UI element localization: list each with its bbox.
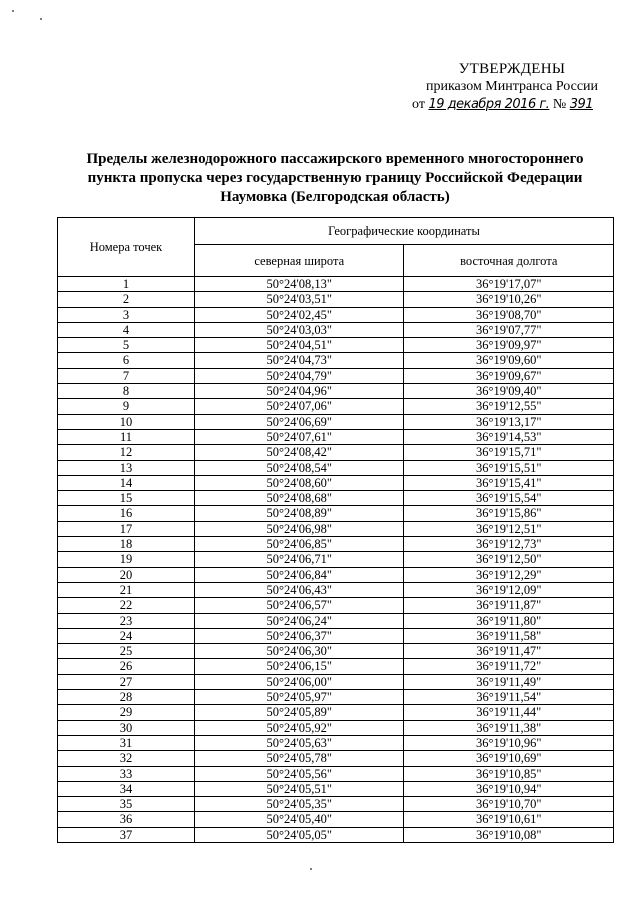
latitude-cell: 50°24'08,60": [194, 475, 404, 490]
latitude-cell: 50°24'04,51": [194, 338, 404, 353]
number-label: №: [552, 97, 567, 112]
latitude-cell: 50°24'04,96": [194, 384, 404, 399]
table-row: [58, 766, 614, 781]
table-row: [58, 598, 614, 613]
latitude-cell: 50°24'08,68": [194, 491, 404, 506]
table-row: [58, 751, 614, 766]
scan-speck: [12, 10, 14, 12]
longitude-cell: 36°19'11,54": [404, 690, 614, 705]
approved-label: УТВЕРЖДЕНЫ: [458, 61, 566, 77]
longitude-cell: 36°19'11,44": [404, 705, 614, 720]
table-row: [58, 582, 614, 597]
longitude-cell: 36°19'10,96": [404, 735, 614, 750]
table-row: [58, 292, 614, 307]
header-longitude: восточная долгота: [404, 245, 614, 277]
point-number: 11: [58, 429, 195, 444]
point-number: 14: [58, 475, 195, 490]
point-number: 22: [58, 598, 195, 613]
point-number: 28: [58, 690, 195, 705]
table-row: [58, 537, 614, 552]
table-row: [58, 307, 614, 322]
longitude-cell: 36°19'15,51": [404, 460, 614, 475]
longitude-cell: 36°19'12,29": [404, 567, 614, 582]
handwritten-number: 391: [569, 97, 594, 112]
point-number: 1: [58, 277, 195, 292]
longitude-cell: 36°19'10,85": [404, 766, 614, 781]
latitude-cell: 50°24'05,97": [194, 690, 404, 705]
latitude-cell: 50°24'06,85": [194, 537, 404, 552]
longitude-cell: 36°19'11,72": [404, 659, 614, 674]
table-row: [58, 720, 614, 735]
longitude-cell: 36°19'10,61": [404, 812, 614, 827]
longitude-cell: 36°19'15,86": [404, 506, 614, 521]
point-number: 10: [58, 414, 195, 429]
latitude-cell: 50°24'06,30": [194, 644, 404, 659]
point-number: 18: [58, 537, 195, 552]
longitude-cell: 36°19'11,49": [404, 674, 614, 689]
table-row: [58, 690, 614, 705]
point-number: 23: [58, 613, 195, 628]
date-prefix: от: [412, 97, 425, 112]
latitude-cell: 50°24'05,63": [194, 735, 404, 750]
point-number: 37: [58, 827, 195, 842]
latitude-cell: 50°24'05,56": [194, 766, 404, 781]
longitude-cell: 36°19'12,51": [404, 521, 614, 536]
table-row: [58, 552, 614, 567]
latitude-cell: 50°24'06,69": [194, 414, 404, 429]
latitude-cell: 50°24'05,51": [194, 781, 404, 796]
point-number: 29: [58, 705, 195, 720]
document-title: Пределы железнодорожного пассажирского временного многостороннего пункта пропуска через государственную границу Российской Федерации Наумовка (Белгородская область): [86, 151, 584, 205]
longitude-cell: 36°19'11,80": [404, 613, 614, 628]
latitude-cell: 50°24'05,35": [194, 797, 404, 812]
longitude-cell: 36°19'12,55": [404, 399, 614, 414]
longitude-cell: 36°19'07,77": [404, 322, 614, 337]
latitude-cell: 50°24'06,84": [194, 567, 404, 582]
table-row: [58, 429, 614, 444]
point-number: 27: [58, 674, 195, 689]
latitude-cell: 50°24'08,89": [194, 506, 404, 521]
table-row: [58, 521, 614, 536]
longitude-cell: 36°19'11,38": [404, 720, 614, 735]
table-row: [58, 491, 614, 506]
point-number: 4: [58, 322, 195, 337]
table-body: [58, 277, 614, 843]
table-row: [58, 353, 614, 368]
point-number: 32: [58, 751, 195, 766]
point-number: 31: [58, 735, 195, 750]
longitude-cell: 36°19'15,71": [404, 445, 614, 460]
table-row: [58, 460, 614, 475]
table-row: [58, 735, 614, 750]
point-number: 16: [58, 506, 195, 521]
longitude-cell: 36°19'12,09": [404, 582, 614, 597]
point-number: 20: [58, 567, 195, 582]
latitude-cell: 50°24'06,98": [194, 521, 404, 536]
table-row: [58, 338, 614, 353]
table-row: [58, 399, 614, 414]
longitude-cell: 36°19'13,17": [404, 414, 614, 429]
point-number: 8: [58, 384, 195, 399]
table-row: [58, 445, 614, 460]
latitude-cell: 50°24'06,24": [194, 613, 404, 628]
longitude-cell: 36°19'15,41": [404, 475, 614, 490]
latitude-cell: 50°24'03,51": [194, 292, 404, 307]
table-row: [58, 797, 614, 812]
table-row: [58, 659, 614, 674]
point-number: 12: [58, 445, 195, 460]
point-number: 24: [58, 628, 195, 643]
latitude-cell: 50°24'02,45": [194, 307, 404, 322]
table-row: [58, 705, 614, 720]
longitude-cell: 36°19'09,40": [404, 384, 614, 399]
longitude-cell: 36°19'12,73": [404, 537, 614, 552]
latitude-cell: 50°24'05,89": [194, 705, 404, 720]
table-row: [58, 781, 614, 796]
point-number: 34: [58, 781, 195, 796]
latitude-cell: 50°24'05,78": [194, 751, 404, 766]
longitude-cell: 36°19'14,53": [404, 429, 614, 444]
table-row: [58, 322, 614, 337]
longitude-cell: 36°19'11,87": [404, 598, 614, 613]
point-number: 9: [58, 399, 195, 414]
point-number: 35: [58, 797, 195, 812]
approval-block: [412, 60, 612, 114]
latitude-cell: 50°24'07,06": [194, 399, 404, 414]
latitude-cell: 50°24'06,37": [194, 628, 404, 643]
latitude-cell: 50°24'06,71": [194, 552, 404, 567]
longitude-cell: 36°19'17,07": [404, 277, 614, 292]
latitude-cell: 50°24'05,40": [194, 812, 404, 827]
latitude-cell: 50°24'07,61": [194, 429, 404, 444]
table-row: [58, 506, 614, 521]
point-number: 3: [58, 307, 195, 322]
order-date-line: [412, 96, 612, 114]
point-number: 13: [58, 460, 195, 475]
handwritten-date: 19 декабря 2016 г.: [428, 97, 550, 112]
scan-speck: [310, 868, 312, 870]
longitude-cell: 36°19'10,69": [404, 751, 614, 766]
point-number: 25: [58, 644, 195, 659]
point-number: 36: [58, 812, 195, 827]
latitude-cell: 50°24'05,92": [194, 720, 404, 735]
coordinates-table: [57, 217, 614, 843]
table-row: [58, 628, 614, 643]
latitude-cell: 50°24'08,54": [194, 460, 404, 475]
header-geo-coordinates: Географические координаты: [194, 218, 613, 245]
longitude-cell: 36°19'15,54": [404, 491, 614, 506]
point-number: 26: [58, 659, 195, 674]
latitude-cell: 50°24'06,57": [194, 598, 404, 613]
longitude-cell: 36°19'11,47": [404, 644, 614, 659]
point-number: 6: [58, 353, 195, 368]
longitude-cell: 36°19'08,70": [404, 307, 614, 322]
longitude-cell: 36°19'10,26": [404, 292, 614, 307]
table-row: [58, 674, 614, 689]
longitude-cell: 36°19'10,94": [404, 781, 614, 796]
order-label: приказом Минтранса России: [425, 79, 599, 94]
header-latitude: северная широта: [194, 245, 404, 277]
latitude-cell: 50°24'06,43": [194, 582, 404, 597]
header-points: Номера точек: [58, 218, 195, 277]
point-number: 17: [58, 521, 195, 536]
latitude-cell: 50°24'04,79": [194, 368, 404, 383]
scan-speck: [40, 18, 42, 20]
latitude-cell: 50°24'06,00": [194, 674, 404, 689]
longitude-cell: 36°19'10,70": [404, 797, 614, 812]
point-number: 19: [58, 552, 195, 567]
longitude-cell: 36°19'09,67": [404, 368, 614, 383]
longitude-cell: 36°19'12,50": [404, 552, 614, 567]
table-row: [58, 384, 614, 399]
longitude-cell: 36°19'09,60": [404, 353, 614, 368]
table-row: [58, 812, 614, 827]
latitude-cell: 50°24'08,13": [194, 277, 404, 292]
latitude-cell: 50°24'04,73": [194, 353, 404, 368]
point-number: 7: [58, 368, 195, 383]
latitude-cell: 50°24'08,42": [194, 445, 404, 460]
longitude-cell: 36°19'10,08": [404, 827, 614, 842]
table-row: [58, 644, 614, 659]
table-row: [58, 567, 614, 582]
longitude-cell: 36°19'09,97": [404, 338, 614, 353]
table-row: [58, 277, 614, 292]
latitude-cell: 50°24'05,05": [194, 827, 404, 842]
point-number: 5: [58, 338, 195, 353]
table-row: [58, 368, 614, 383]
table-row: [58, 475, 614, 490]
table-row: [58, 613, 614, 628]
table-row: [58, 414, 614, 429]
longitude-cell: 36°19'11,58": [404, 628, 614, 643]
point-number: 2: [58, 292, 195, 307]
point-number: 21: [58, 582, 195, 597]
point-number: 30: [58, 720, 195, 735]
point-number: 33: [58, 766, 195, 781]
latitude-cell: 50°24'03,03": [194, 322, 404, 337]
latitude-cell: 50°24'06,15": [194, 659, 404, 674]
table-row: [58, 827, 614, 842]
point-number: 15: [58, 491, 195, 506]
